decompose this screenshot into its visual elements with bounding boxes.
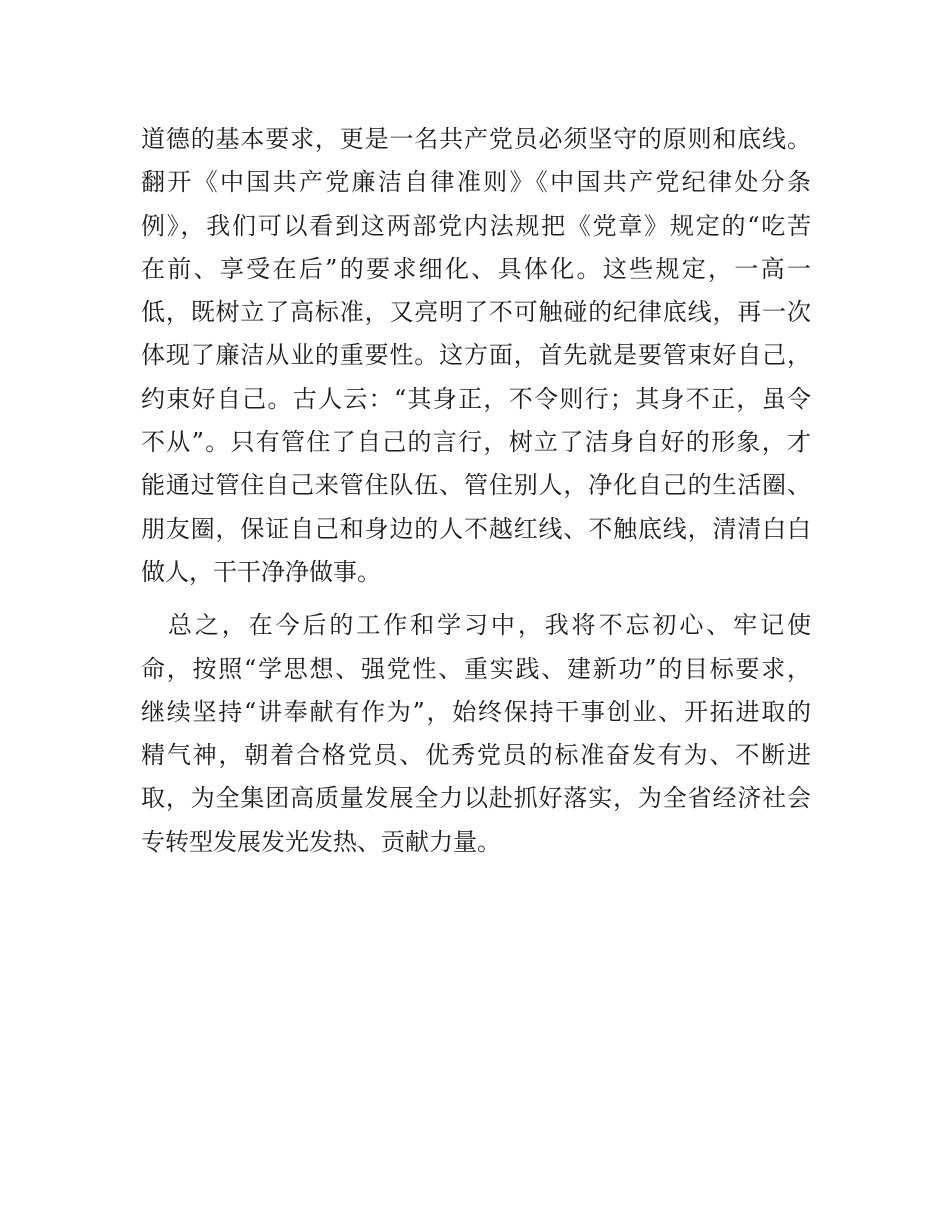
text-line: 体现了廉洁从业的重要性。这方面，首先就是要管束好自己，: [141, 341, 811, 370]
text-line: 约束好自己。古人云：“其身正，不令则行；其身不正，虽令: [141, 384, 811, 413]
text-line: 例》，我们可以看到这两部党内法规把《党章》规定的“吃苦: [141, 211, 811, 240]
text-line: 命，按照“学思想、强党性、重实践、建新功”的目标要求，: [141, 654, 811, 683]
text-line: 低，既树立了高标准，又亮明了不可触碰的纪律底线，再一次: [141, 298, 811, 327]
text-line: 专转型发展发光发热、贡献力量。: [141, 827, 501, 856]
text-line: 做人，干干净净做事。: [141, 557, 381, 586]
paragraph-spacer: [141, 594, 811, 604]
text-line: 总之，在今后的工作和学习中，我将不忘初心、牢记使: [141, 611, 811, 640]
text-line: 继续坚持“讲奉献有作为”，始终保持干事创业、开拓进取的: [141, 697, 811, 726]
text-line: 精气神，朝着合格党员、优秀党员的标准奋发有为、不断进: [141, 741, 811, 770]
document-body: [141, 118, 811, 864]
text-line: 朋友圈，保证自己和身边的人不越红线、不触底线，清清白白: [141, 514, 811, 543]
text-line: 翻开《中国共产党廉洁自律准则》《中国共产党纪律处分条: [141, 168, 811, 197]
text-line: 能通过管住自己来管住队伍、管住别人，净化自己的生活圈、: [141, 471, 811, 500]
text-line: 在前、享受在后”的要求细化、具体化。这些规定，一高一: [141, 254, 811, 283]
paragraph-discipline: [141, 118, 811, 594]
text-line: 不从”。只有管住了自己的言行，树立了洁身自好的形象，才: [141, 428, 811, 457]
paragraph-conclusion: [141, 604, 811, 864]
text-line: 道德的基本要求，更是一名共产党员必须坚守的原则和底线。: [141, 125, 811, 153]
text-line: 取，为全集团高质量发展全力以赴抓好落实，为全省经济社会: [141, 784, 811, 813]
